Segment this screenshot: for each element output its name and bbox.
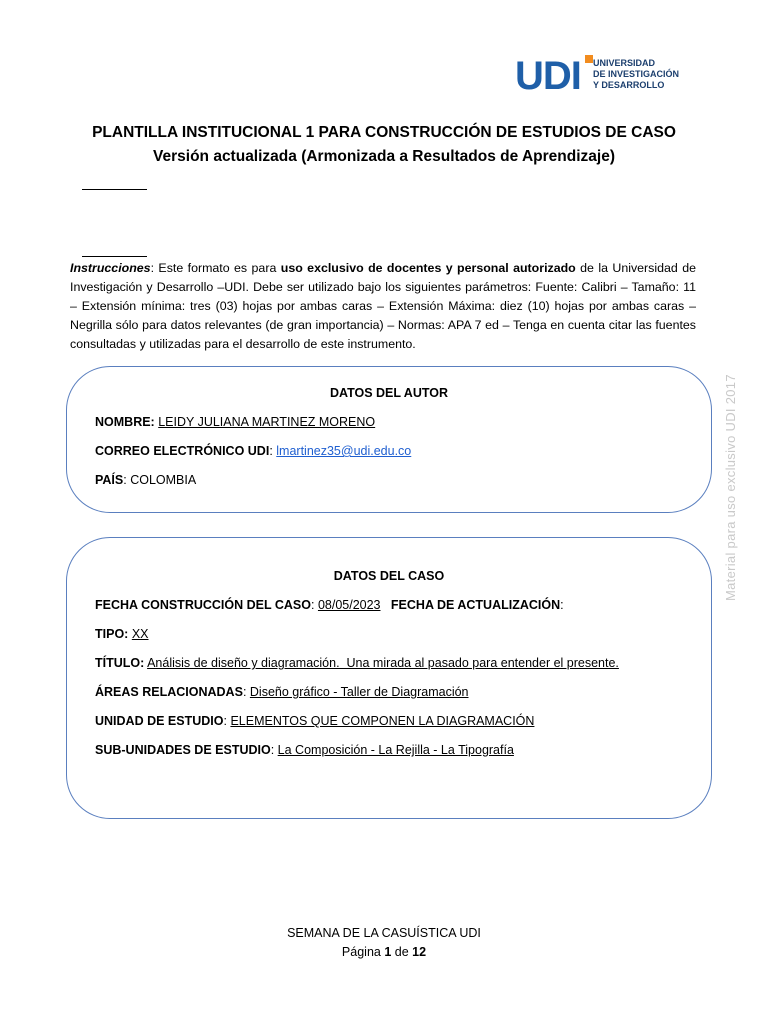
watermark-text: Material para uso exclusivo UDI 2017 — [723, 374, 738, 601]
author-data-box — [66, 366, 712, 513]
case-areas-field: ÁREAS RELACIONADAS: Diseño gráfico - Taller de Diagramación — [95, 685, 469, 699]
logo-text — [593, 58, 679, 91]
case-subunits-field: SUB-UNIDADES DE ESTUDIO: La Composición - La Rejilla - La Tipografía — [95, 743, 514, 757]
logo-line-1: UNIVERSIDAD — [593, 58, 656, 68]
instructions-bold: uso exclusivo de docentes y personal autorizado — [280, 261, 576, 275]
case-type-value: XX — [131, 627, 149, 641]
author-country-value: COLOMBIA — [130, 473, 197, 487]
document-subtitle: Versión actualizada (Armonizada a Resultados de Aprendizaje) — [153, 148, 615, 165]
logo-line-2: DE INVESTIGACIÓN — [593, 69, 680, 79]
instructions-label: Instrucciones — [70, 261, 151, 275]
case-areas-label: ÁREAS RELACIONADAS — [95, 685, 243, 699]
udi-logo — [505, 48, 695, 102]
case-date-value: 08/05/2023 — [317, 598, 381, 612]
case-subunits-value: La Composición - La Rejilla - La Tipografía — [277, 743, 514, 757]
page-word: Página — [341, 945, 381, 959]
instructions-text-1: : Este formato es para — [150, 261, 281, 275]
case-type-label: TIPO: — [95, 627, 129, 641]
case-type-field — [95, 627, 149, 641]
author-name-label: NOMBRE: — [95, 415, 155, 429]
footer-page-number — [0, 945, 768, 959]
case-box-heading: DATOS DEL CASO — [333, 569, 445, 583]
author-country-label: PAÍS — [95, 473, 124, 487]
logo-line-3: Y DESARROLLO — [593, 80, 665, 90]
author-email-link[interactable]: lmartinez35@udi.edu.co — [276, 444, 412, 458]
author-box-heading: DATOS DEL AUTOR — [329, 386, 449, 400]
case-title-label: TÍTULO: — [95, 656, 145, 670]
document-title: PLANTILLA INSTITUCIONAL 1 PARA CONSTRUCCIÓN DE ESTUDIOS DE CASO — [92, 124, 676, 141]
page-current: 1 — [384, 945, 392, 959]
author-email-label: CORREO ELECTRÓNICO UDI — [95, 444, 270, 458]
blank-line-2 — [82, 256, 147, 257]
case-update-label: FECHA DE ACTUALIZACIÓN — [390, 598, 561, 612]
author-country-field: PAÍS: COLOMBIA — [95, 473, 197, 487]
case-date-label: FECHA CONSTRUCCIÓN DEL CASO — [95, 598, 311, 612]
case-unit-value: ELEMENTOS QUE COMPONEN LA DIAGRAMACIÓN — [230, 714, 535, 728]
case-unit-field: UNIDAD DE ESTUDIO: ELEMENTOS QUE COMPONEN LA DIAGRAMACIÓN — [95, 714, 535, 728]
case-subunits-label: SUB-UNIDADES DE ESTUDIO — [95, 743, 271, 757]
instructions-text-2: de la Universidad de Investigación y Desarrollo –UDI. Debe ser utilizado bajo los siguientes parámetros: Fuente: Calibri – Tamaño: 11 – Extensión mínima: tres (03) hojas por ambas caras – Extensión Máxima: diez (10) hojas por ambas caras – Negrilla sólo para datos relevantes (de gran importancia) – Normas: APA 7 ed – Tenga en cuenta citar las fuentes consultadas y utilizadas para el desarrollo de este instrumento. — [70, 261, 696, 351]
footer-event-name: SEMANA DE LA CASUÍSTICA UDI — [287, 926, 481, 940]
author-email-field: CORREO ELECTRÓNICO UDI: lmartinez35@udi.edu.co — [95, 444, 412, 458]
page-total: 12 — [412, 945, 427, 959]
case-data-box — [66, 537, 712, 819]
case-unit-label: UNIDAD DE ESTUDIO — [95, 714, 224, 728]
author-name-field — [95, 415, 375, 429]
case-title-field — [95, 656, 619, 670]
page-of: de — [394, 945, 409, 959]
logo-accent-square — [585, 55, 593, 63]
logo-mark: UDI — [515, 54, 581, 98]
blank-line-1 — [82, 189, 147, 190]
case-title-value: Análisis de diseño y diagramación. Una mirada al pasado para entender el presente. — [147, 656, 619, 670]
instructions-paragraph — [70, 259, 696, 354]
case-areas-value: Diseño gráfico - Taller de Diagramación — [249, 685, 469, 699]
case-date-field: FECHA CONSTRUCCIÓN DEL CASO: 08/05/2023 FECHA DE ACTUALIZACIÓN: — [95, 598, 564, 612]
author-name-value: LEIDY JULIANA MARTINEZ MORENO — [158, 415, 376, 429]
